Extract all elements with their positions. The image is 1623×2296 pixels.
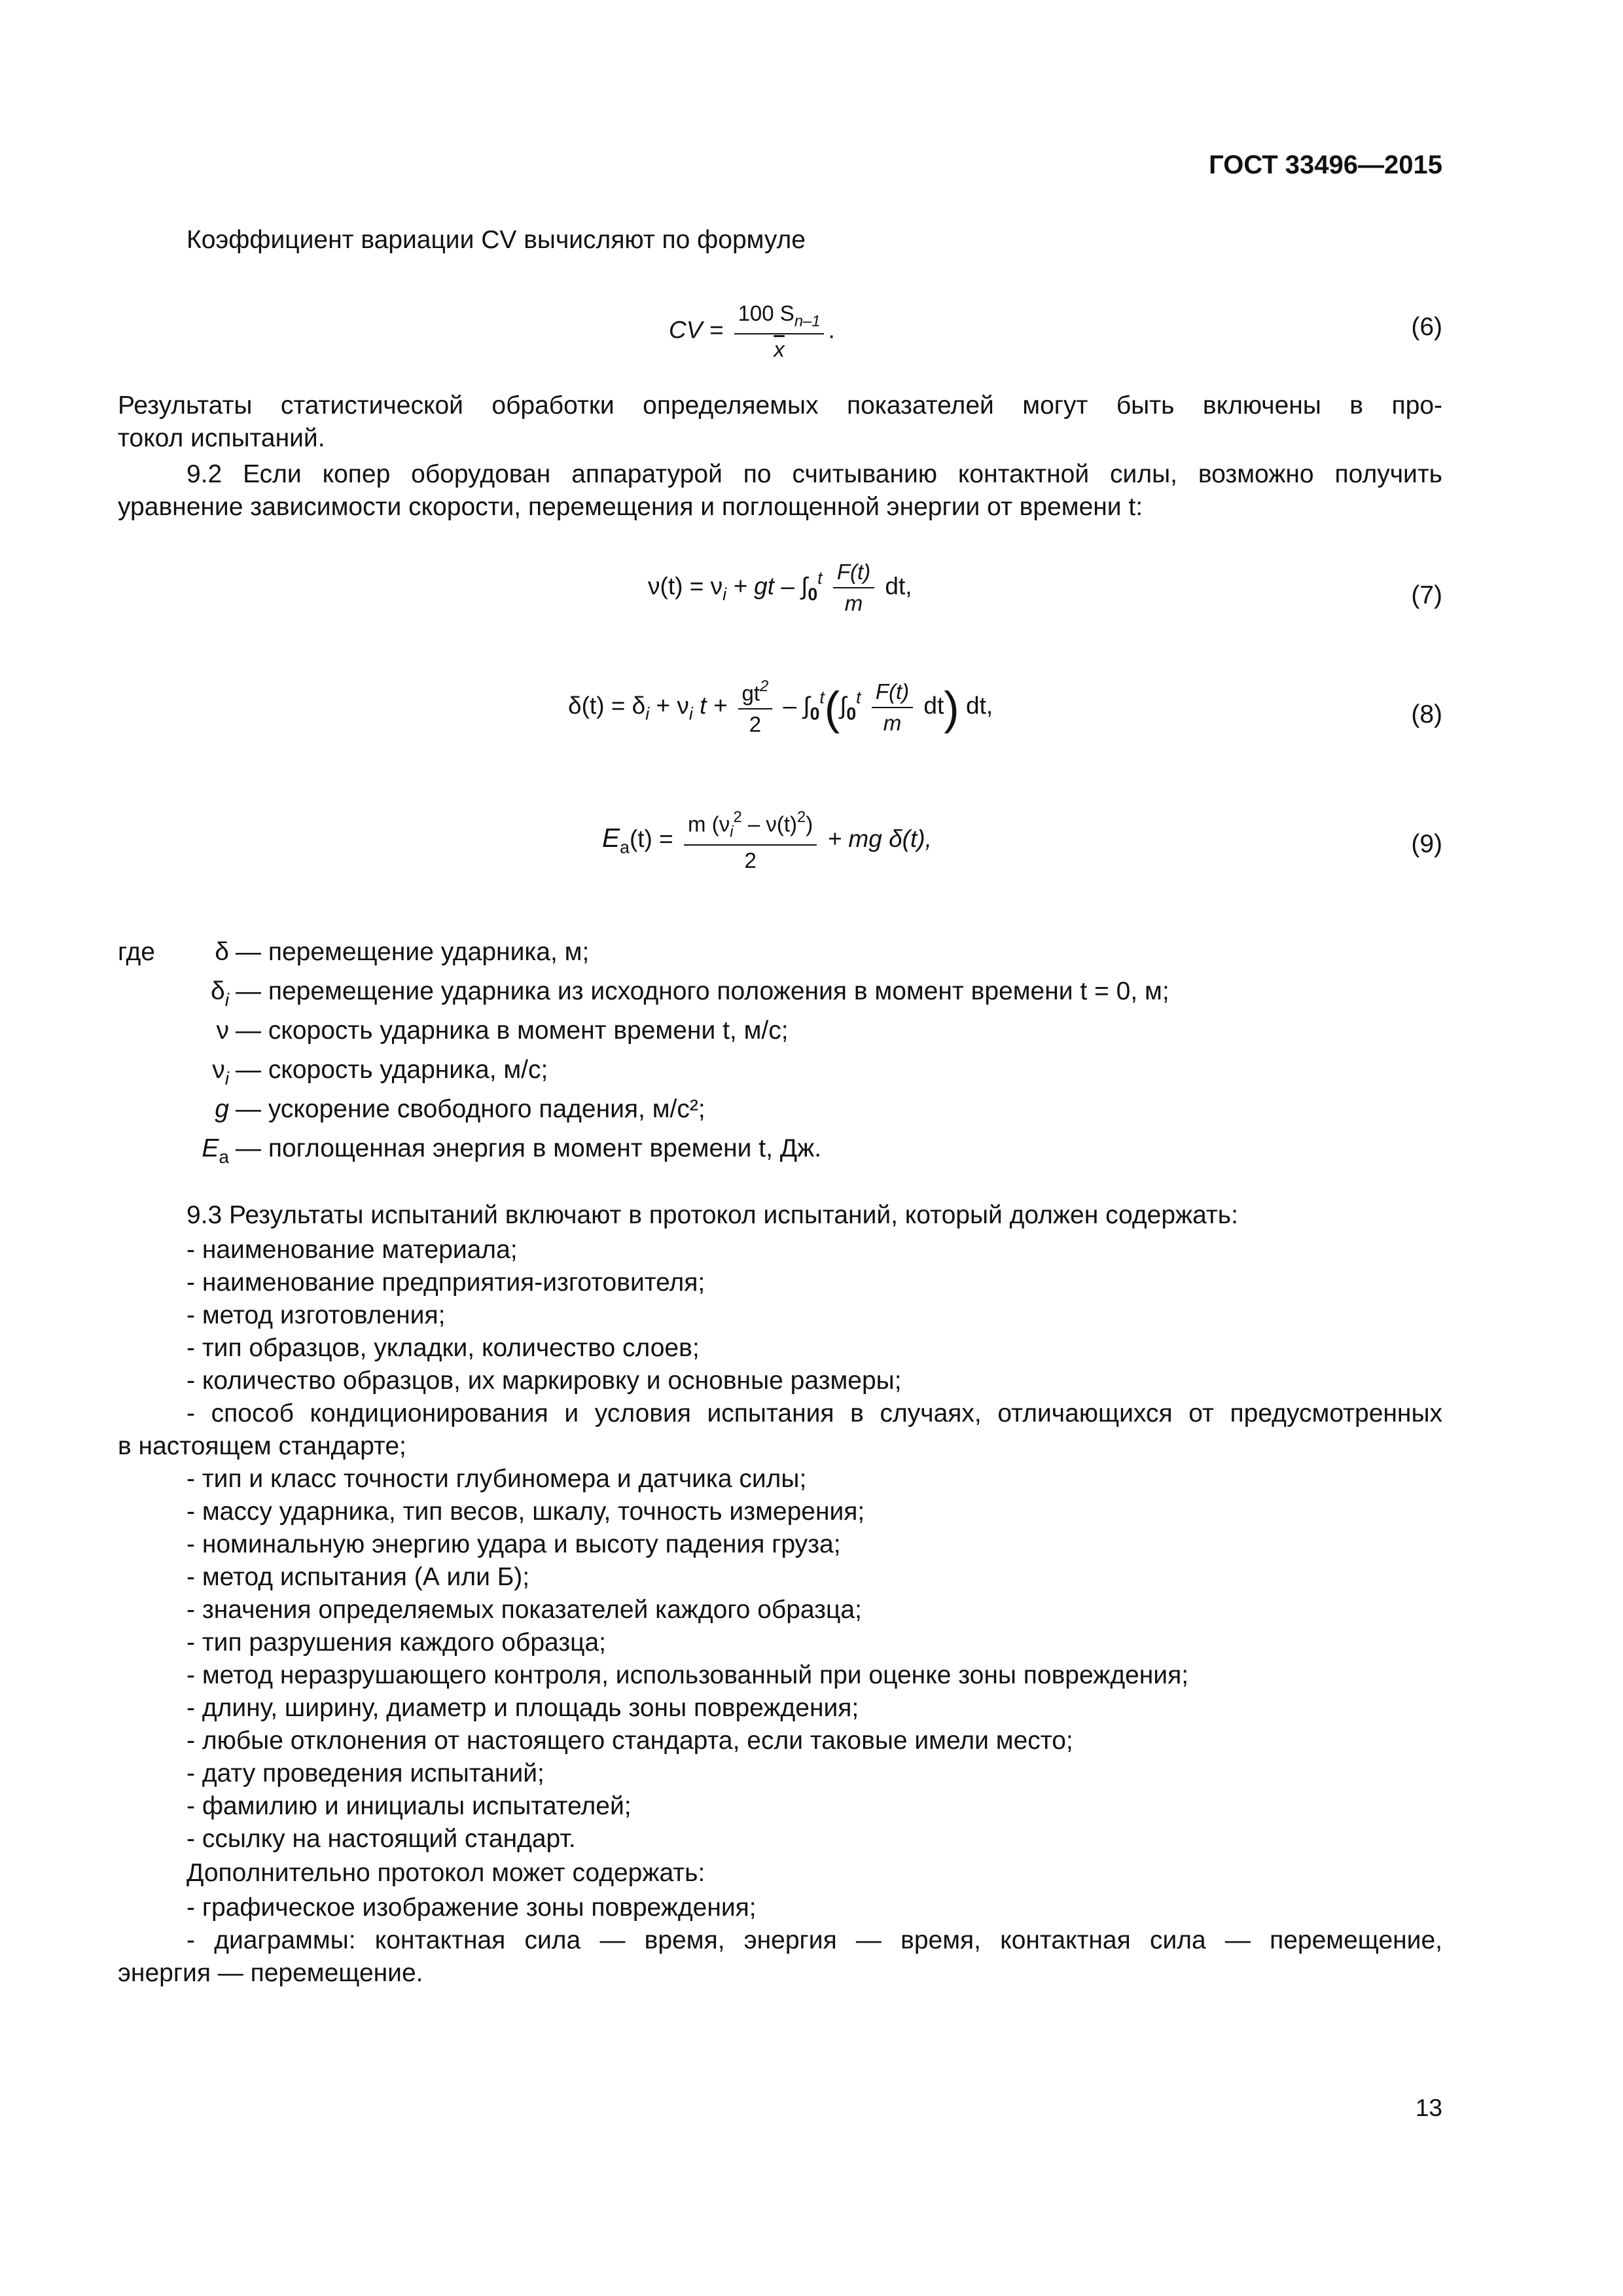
protocol-list-item: - тип разрушения каждого образца; bbox=[187, 1628, 607, 1657]
formula-8-minus: – ∫ bbox=[776, 692, 810, 719]
formula-7-int-sup: t bbox=[817, 567, 823, 588]
definition-row bbox=[164, 975, 1169, 1016]
formula-8-inner-int-sub: 0 bbox=[846, 704, 857, 724]
formula-7-tail: dt, bbox=[878, 572, 912, 600]
protocol-list-item: - наименование предприятия-изготовителя; bbox=[187, 1268, 705, 1297]
definition-row bbox=[164, 1054, 548, 1095]
formula-7-lhs-sub: i bbox=[722, 584, 727, 605]
definition-symbol-sub: i bbox=[224, 1067, 229, 1088]
definition-text: — перемещение ударника, м; bbox=[236, 938, 590, 966]
stat-para-line1: Результаты статистической обработки определяемых показателей могут быть включены в про- bbox=[118, 391, 1442, 420]
definition-text: — поглощенная энергия в момент времени t, Дж. bbox=[236, 1134, 822, 1162]
formula-9-lhs-sub: a bbox=[620, 837, 630, 857]
definition-symbol-char: E bbox=[202, 1134, 219, 1162]
formula-6 bbox=[669, 301, 835, 362]
formula-8-lhs: δ(t) = δ bbox=[568, 692, 646, 719]
formula-7-fraction bbox=[833, 560, 874, 616]
formula-8-inner-int-sup: t bbox=[856, 687, 861, 708]
definition-symbol-char: δ bbox=[211, 977, 225, 1005]
formula-6-tail: . bbox=[828, 316, 835, 344]
formula-9-fraction bbox=[684, 808, 817, 873]
formula-9-num2-sup: 2 bbox=[797, 808, 806, 826]
formula-8-int-sup: t bbox=[819, 687, 825, 708]
formula-7-mid: + gt – ∫ bbox=[726, 572, 808, 600]
protocol-list-item: - количество образцов, их маркировку и основные размеры; bbox=[187, 1367, 902, 1395]
formula-8-fraction-g bbox=[738, 677, 773, 737]
formula-9-lhs: E bbox=[602, 823, 620, 853]
protocol-list-item: - любые отклонения от настоящего стандарта, если таковые имели место; bbox=[187, 1727, 1073, 1755]
protocol-list-item: - ссылку на настоящий стандарт. bbox=[187, 1825, 576, 1853]
protocol-list-item: - тип образцов, укладки, количество слоев; bbox=[187, 1334, 700, 1362]
definition-row bbox=[164, 1132, 821, 1174]
protocol-list-item: - метод испытания (А или Б); bbox=[187, 1563, 530, 1591]
definition-symbol bbox=[164, 1014, 229, 1047]
formula-7-num: F(t) bbox=[833, 560, 874, 588]
formula-9 bbox=[602, 808, 932, 873]
protocol-list-item: - длину, ширину, диаметр и площадь зоны повреждения; bbox=[187, 1694, 859, 1722]
formula-9-tail: + mg δ(t), bbox=[821, 825, 932, 853]
formula-8 bbox=[568, 677, 993, 737]
protocol-list-item: - метод изготовления; bbox=[187, 1301, 446, 1329]
formula-7-int-sub: 0 bbox=[808, 584, 818, 605]
page-number: 13 bbox=[1415, 2094, 1442, 2121]
formula-9-den: 2 bbox=[744, 848, 757, 872]
formula-9-num2: – ν(t) bbox=[741, 812, 798, 836]
formula-8-mid2: t + bbox=[692, 692, 734, 719]
formula-8-mid-sub: i bbox=[688, 704, 693, 724]
definition-symbol-sub: a bbox=[219, 1146, 229, 1167]
section-9-2-line1: 9.2 Если копер оборудован аппаратурой по считыванию контактной силы, возможно получить bbox=[187, 460, 1442, 488]
protocol-conditioning-line2: в настоящем стандарте; bbox=[118, 1432, 406, 1460]
formula-9-num-sub: i bbox=[730, 823, 734, 841]
equation-number-9: (9) bbox=[1411, 830, 1442, 858]
formula-8-paren-close: ) bbox=[944, 681, 959, 734]
formula-6-num-sub: n–1 bbox=[794, 312, 821, 331]
protocol-list-item: - метод неразрушающего контроля, использованный при оценке зоны повреждения; bbox=[187, 1661, 1189, 1689]
definition-symbol-char: g bbox=[215, 1095, 229, 1123]
equation-number-7: (7) bbox=[1411, 581, 1442, 609]
equation-number-6: (6) bbox=[1411, 313, 1442, 341]
formula-8-tail2: dt, bbox=[959, 692, 993, 719]
extra-diagrams-line2: энергия — перемещение. bbox=[118, 1959, 423, 1987]
formula-9-num: m (ν bbox=[688, 812, 730, 836]
cv-intro-text: Коэффициент вариации CV вычисляют по формуле bbox=[187, 226, 806, 254]
definition-text: — перемещение ударника из исходного положения в момент времени t = 0, м; bbox=[236, 977, 1169, 1005]
formula-7 bbox=[648, 560, 912, 616]
definition-symbol bbox=[164, 1093, 229, 1126]
document-header: ГОСТ 33496—2015 bbox=[1209, 151, 1442, 179]
definition-row bbox=[164, 1014, 789, 1047]
definition-symbol-char: δ bbox=[215, 938, 229, 966]
definition-symbol bbox=[164, 975, 229, 1016]
protocol-list-item: - значения определяемых показателей каждого образца; bbox=[187, 1596, 862, 1624]
protocol-list-item: - наименование материала; bbox=[187, 1236, 518, 1264]
formula-8-inner-den: m bbox=[883, 710, 902, 735]
extra-intro-text: Дополнительно протокол может содержать: bbox=[187, 1859, 705, 1887]
formula-6-den: x bbox=[774, 337, 785, 362]
formula-6-lhs: CV = bbox=[669, 316, 724, 344]
formula-8-num: gt bbox=[741, 681, 760, 706]
formula-9-lhs2: (t) = bbox=[629, 825, 673, 853]
definition-text: — скорость ударника в момент времени t, м/с; bbox=[236, 1016, 789, 1045]
definition-text: — ускорение свободного падения, м/с²; bbox=[236, 1095, 705, 1123]
extra-diagrams-line1: - диаграммы: контактная сила — время, энергия — время, контактная сила — перемещение, bbox=[187, 1926, 1442, 1954]
definition-text: — скорость ударника, м/с; bbox=[236, 1056, 548, 1084]
where-label: где bbox=[118, 938, 155, 966]
formula-7-lhs: ν(t) = ν bbox=[648, 572, 723, 600]
section-9-3-intro: 9.3 Результаты испытаний включают в протокол испытаний, который должен содержать: bbox=[187, 1201, 1238, 1229]
protocol-list-item: - дату проведения испытаний; bbox=[187, 1759, 544, 1787]
protocol-list-item: - фамилию и инициалы испытателей; bbox=[187, 1792, 632, 1820]
formula-8-paren-open: ( bbox=[824, 681, 840, 734]
formula-8-num-sup: 2 bbox=[760, 677, 769, 695]
definition-symbol bbox=[164, 936, 229, 969]
protocol-list-item: - номинальную энергию удара и высоту падения груза; bbox=[187, 1530, 841, 1558]
formula-8-lhs-sub: i bbox=[645, 704, 650, 724]
formula-9-num3: ) bbox=[806, 812, 813, 836]
stat-para-line2: токол испытаний. bbox=[118, 424, 325, 452]
formula-6-fraction bbox=[734, 301, 825, 362]
formula-8-int-sub: 0 bbox=[810, 704, 820, 724]
protocol-list-item: - массу ударника, тип весов, шкалу, точность измерения; bbox=[187, 1498, 865, 1526]
extra-list-item: - графическое изображение зоны повреждения; bbox=[187, 1893, 757, 1922]
formula-8-tail: dt bbox=[917, 692, 944, 719]
formula-7-den: m bbox=[844, 591, 863, 615]
protocol-list-item: - тип и класс точности глубиномера и датчика силы; bbox=[187, 1465, 807, 1493]
definition-row bbox=[164, 936, 589, 969]
protocol-conditioning-line1: - способ кондиционирования и условия испытания в случаях, отличающихся от предусмотренных bbox=[187, 1399, 1442, 1427]
formula-8-inner-int: ∫ bbox=[840, 692, 847, 719]
section-9-2-line2: уравнение зависимости скорости, перемещения и поглощенной энергии от времени t: bbox=[118, 493, 1143, 521]
definition-symbol bbox=[164, 1054, 229, 1095]
definition-symbol-char: ν bbox=[216, 1016, 229, 1045]
definition-symbol-sub: i bbox=[224, 989, 229, 1010]
formula-8-fraction-f bbox=[872, 679, 913, 736]
definition-row bbox=[164, 1093, 705, 1126]
equation-number-8: (8) bbox=[1411, 700, 1442, 728]
formula-8-den: 2 bbox=[749, 712, 762, 737]
definition-symbol bbox=[164, 1132, 229, 1174]
formula-6-num: 100 S bbox=[738, 301, 794, 325]
formula-8-inner-num: F(t) bbox=[872, 679, 913, 708]
formula-8-mid: + ν bbox=[649, 692, 689, 719]
definition-symbol-char: ν bbox=[212, 1056, 225, 1084]
formula-9-num-sup: 2 bbox=[733, 808, 742, 826]
